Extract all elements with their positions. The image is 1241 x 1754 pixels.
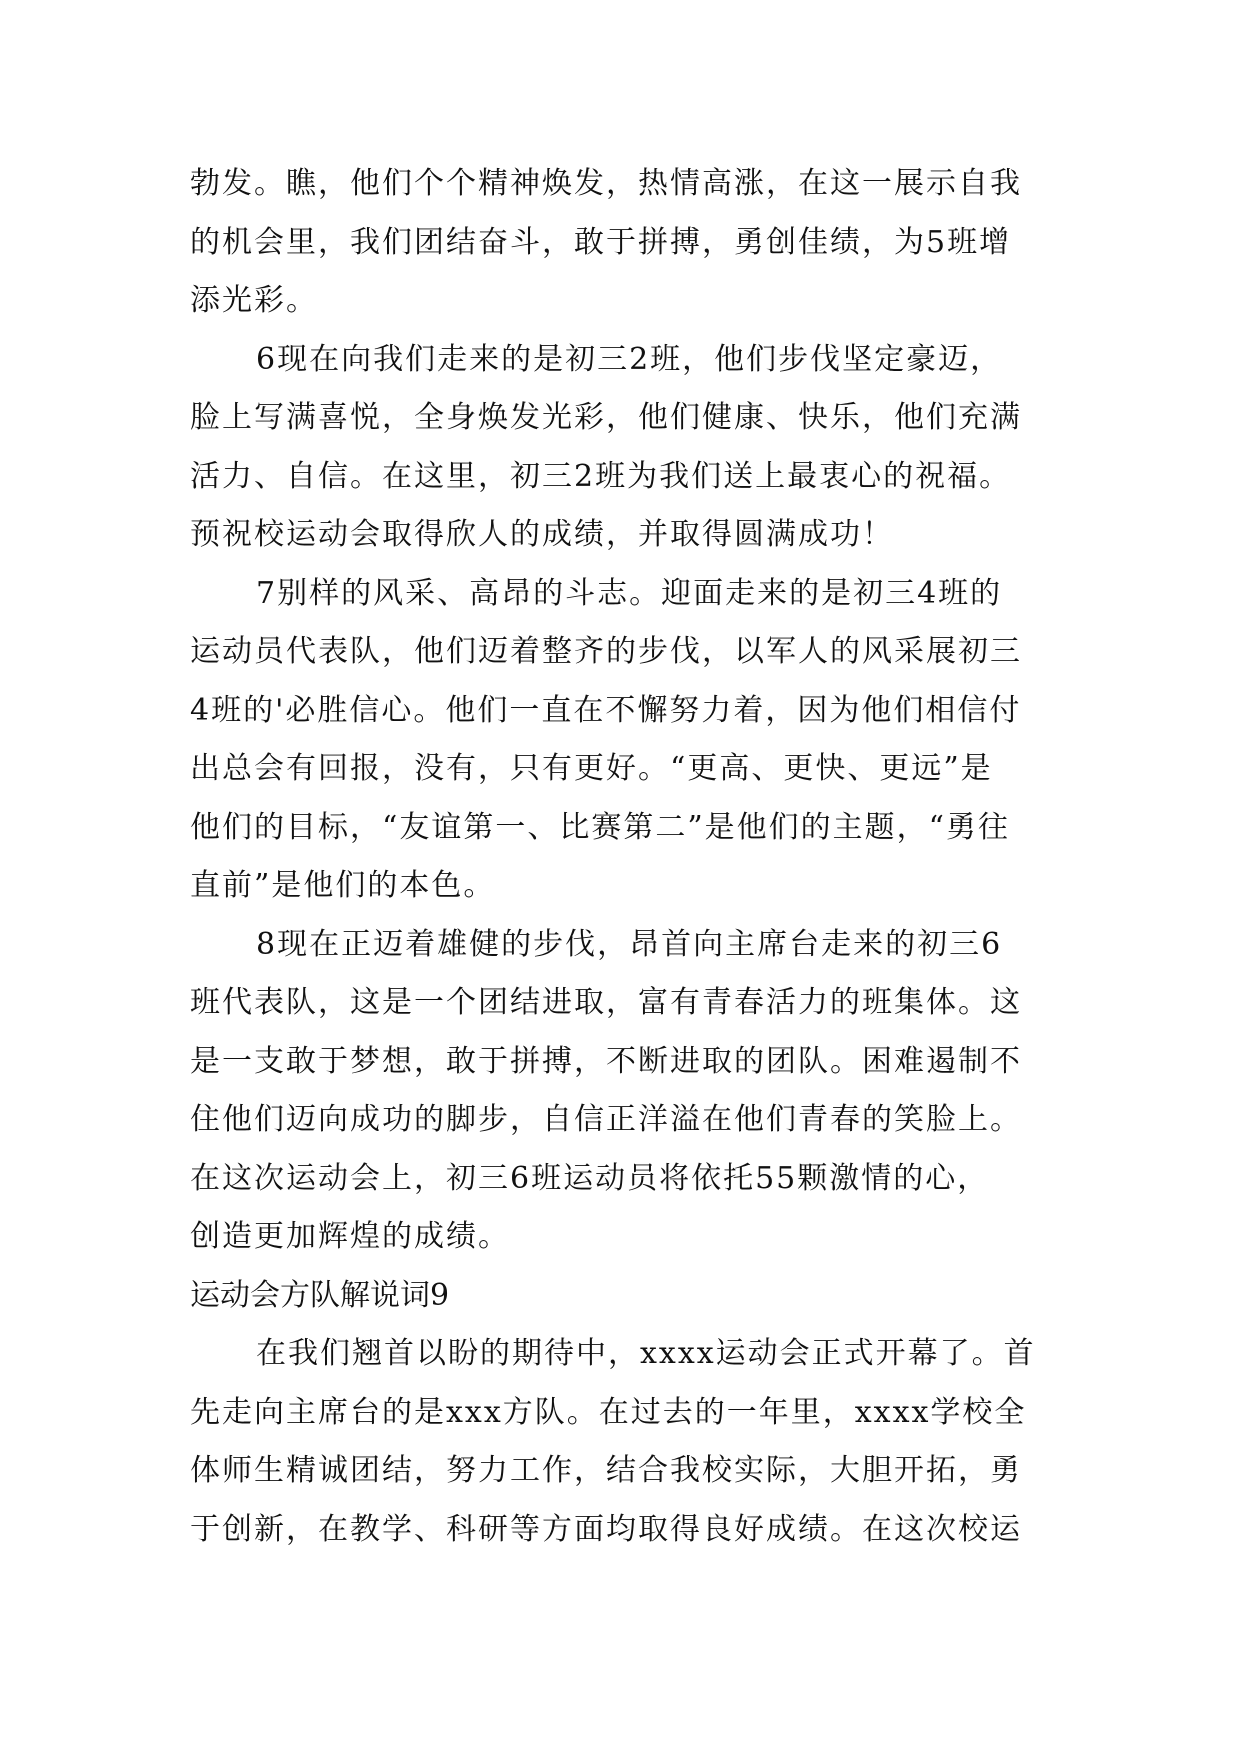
text-line: 班代表队，这是一个团结进取，富有青春活力的班集体。这	[190, 985, 1022, 1020]
text-line: 直前”是他们的本色。	[190, 868, 496, 903]
text-line: 在这次运动会上，初三6班运动员将依托55颗激情的心，	[190, 1160, 990, 1196]
body-text	[190, 155, 1060, 1559]
paragraph-start-line: 在我们翘首以盼的期待中，xxxx运动会正式开幕了。首	[256, 1336, 1036, 1371]
text-line: 活力、自信。在这里，初三2班为我们送上最衷心的祝福。	[190, 458, 1012, 494]
text-line: 出总会有回报，没有，只有更好。“更高、更快、更远”是	[190, 751, 993, 786]
text-line: 脸上写满喜悦，全身焕发光彩，他们健康、快乐，他们充满	[190, 400, 1022, 435]
text-line: 4班的'必胜信心。他们一直在不懈努力着，因为他们相信付	[190, 692, 1022, 728]
text-line: 预祝校运动会取得欣人的成绩，并取得圆满成功！	[190, 517, 894, 552]
text-line: 先走向主席台的是xxx方队。在过去的一年里，xxxx学校全	[190, 1394, 1027, 1430]
section-heading: 运动会方队解说词9	[190, 1277, 450, 1313]
text-line: 运动员代表队，他们迈着整齐的步伐，以军人的风采展初三	[190, 634, 1022, 669]
text-line: 添光彩。	[190, 283, 318, 318]
paragraph-start-line: 6现在向我们走来的是初三2班，他们步伐坚定豪迈，	[256, 341, 1003, 377]
text-line: 勃发。瞧，他们个个精神焕发，热情高涨，在这一展示自我	[190, 166, 1022, 201]
text-line: 的机会里，我们团结奋斗，敢于拼搏，勇创佳绩，为5班增	[190, 224, 1012, 260]
text-line: 于创新，在教学、科研等方面均取得良好成绩。在这次校运	[190, 1511, 1022, 1547]
text-line: 他们的目标，“友谊第一、比赛第二”是他们的主题，“勇往	[190, 809, 1011, 845]
paragraph-start-line: 7别样的风采、高昂的斗志。迎面走来的是初三4班的	[256, 575, 1003, 611]
text-line: 住他们迈向成功的脚步，自信正洋溢在他们青春的笑脸上。	[190, 1102, 1022, 1137]
paragraph-start-line: 8现在正迈着雄健的步伐，昂首向主席台走来的初三6	[256, 926, 1003, 962]
text-line: 是一支敢于梦想，敢于拼搏，不断进取的团队。困难遏制不	[190, 1043, 1022, 1079]
text-line: 创造更加辉煌的成绩。	[190, 1219, 510, 1254]
text-line: 体师生精诚团结，努力工作，结合我校实际，大胆开拓，勇	[190, 1453, 1022, 1488]
